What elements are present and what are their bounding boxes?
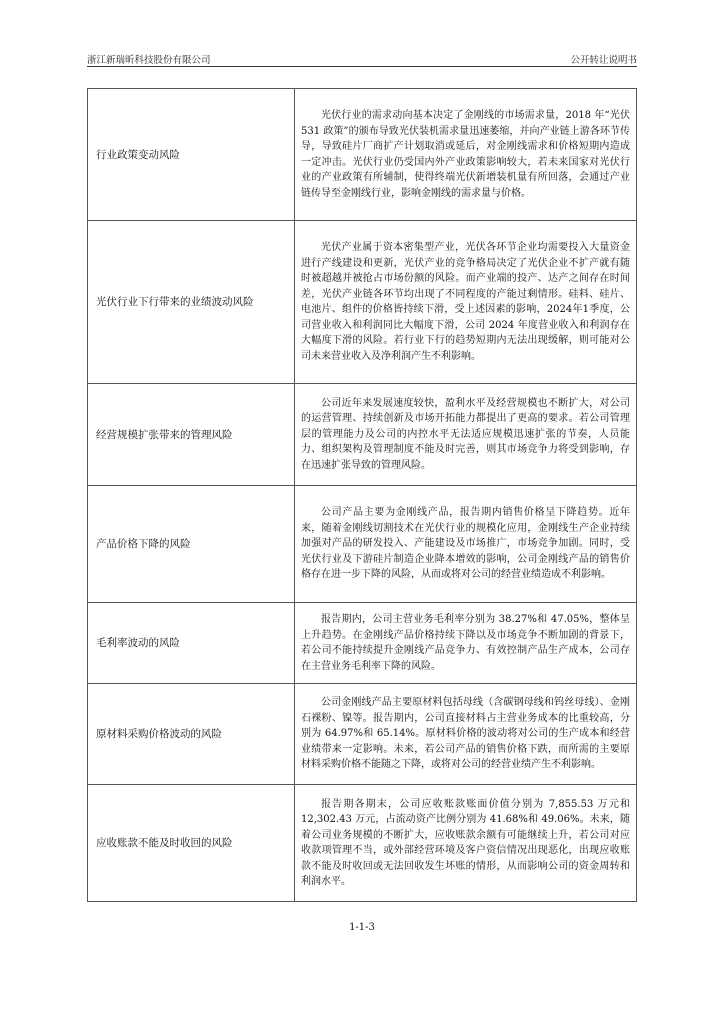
risk-name: 毛利率波动的风险 bbox=[88, 603, 295, 684]
document-title: 公开转让说明书 bbox=[570, 55, 637, 66]
risk-name: 应收账款不能及时收回的风险 bbox=[88, 785, 295, 902]
risk-description: 报告期各期末，公司应收账款账面价值分别为 7,855.53 万元和 12,302.43 万元，占流动资产比例分别为 41.68%和 49.06%。未来，随着公司业务规模的不断扩大，应收账款余额有可能继续上升，若公司对应收款项管理不当，或外部经营环境及客户资信情况出现恶化，出现应收账款不能及时收回或无法回收发生坏账的情形，从而影响公司的资金周转和利润水平。 bbox=[295, 785, 637, 902]
table-row bbox=[88, 785, 637, 902]
risk-description: 报告期内，公司主营业务毛利率分别为 38.27%和 47.05%，整体呈上升趋势。在金刚线产品价格持续下降以及市场竞争不断加剧的背景下，若公司不能持续提升金刚线产品竞争力、有效控制产品生产成本，公司存在主营业务毛利率下降的风险。 bbox=[295, 603, 637, 684]
risk-description: 光伏产业属于资本密集型产业，光伏各环节企业均需要投入大量资金进行产线建设和更新，光伏产业的竞争格局决定了光伏企业不扩产就有随时被超越并被抢占市场份额的风险。而产业端的投产、达产之间存在时间差，光伏产业链各环节均出现了不同程度的产能过剩情形。硅料、硅片、电池片、组件的价格皆持续下滑，受上述因素的影响，2024年1季度，公司营业收入和利润同比大幅度下滑，公司 2024 年度营业收入和利润存在大幅度下滑的风险。若行业下行的趋势短期内无法出现缓解，则可能对公司未来营业收入及净利润产生不利影响。 bbox=[295, 221, 637, 384]
risk-name: 行业政策变动风险 bbox=[88, 89, 295, 221]
page-number: 1-1-3 bbox=[349, 922, 375, 933]
table-row bbox=[88, 486, 637, 603]
risk-description: 公司金刚线产品主要原材料包括母线（含碳钢母线和钨丝母线）、金刚石裸粉、镍等。报告期内，公司直接材料占主营业务成本的比重较高，分别为 64.97%和 65.14%。原材料价格的波动将对公司的生产成本和经营业绩带来一定影响。未来，若公司产品的销售价格下跌，而所需的主要原材料采购价格不能随之下降，或将对公司的经营业绩产生不利影响。 bbox=[295, 684, 637, 785]
page-header bbox=[87, 50, 637, 66]
risk-description: 公司产品主要为金刚线产品，报告期内销售价格呈下降趋势。近年来，随着金刚线切割技术在光伏行业的规模化应用，金刚线生产企业持续加强对产品的研发投入、产能建设及市场推广，市场竞争加剧。同时，受光伏行业及下游硅片制造企业降本增效的影响，公司金刚线产品的销售价格存在进一步下降的风险，从而或将对公司的经营业绩造成不利影响。 bbox=[295, 486, 637, 603]
risk-name: 经营规模扩张带来的管理风险 bbox=[88, 384, 295, 486]
risk-table bbox=[87, 88, 637, 902]
table-row bbox=[88, 89, 637, 221]
risk-description: 光伏行业的需求动向基本决定了金刚线的市场需求量，2018 年“光伏 531 政策”的颁布导致光伏装机需求量迅速萎缩，并向产业链上游各环节传导，导致硅片厂商扩产计划取消或延后，对金刚线需求和价格短期内造成一定冲击。光伏行业仍受国内外产业政策影响较大，若未来国家对光伏行业的产业政策有所辅制，使得终端光伏新增装机量有所回落，会通过产业链传导至金刚线行业，影响金刚线的需求量与价格。 bbox=[295, 89, 637, 221]
header-divider bbox=[87, 66, 637, 67]
table-row bbox=[88, 384, 637, 486]
risk-description: 公司近年来发展速度较快，盈利水平及经营规模也不断扩大，对公司的运营管理、持续创新及市场开拓能力都提出了更高的要求。若公司管理层的管理能力及公司的内控水平无法适应规模迅速扩张的节奏，人员能力、组织架构及管理制度不能及时完善，则其市场竞争力将受到影响，存在迅速扩张导致的管理风险。 bbox=[295, 384, 637, 486]
risk-name: 产品价格下降的风险 bbox=[88, 486, 295, 603]
table-row bbox=[88, 684, 637, 785]
company-name: 浙江新瑞昕科技股份有限公司 bbox=[87, 55, 211, 66]
risk-name: 原材料采购价格波动的风险 bbox=[88, 684, 295, 785]
table-row bbox=[88, 221, 637, 384]
table-row bbox=[88, 603, 637, 684]
risk-name: 光伏行业下行带来的业绩波动风险 bbox=[88, 221, 295, 384]
